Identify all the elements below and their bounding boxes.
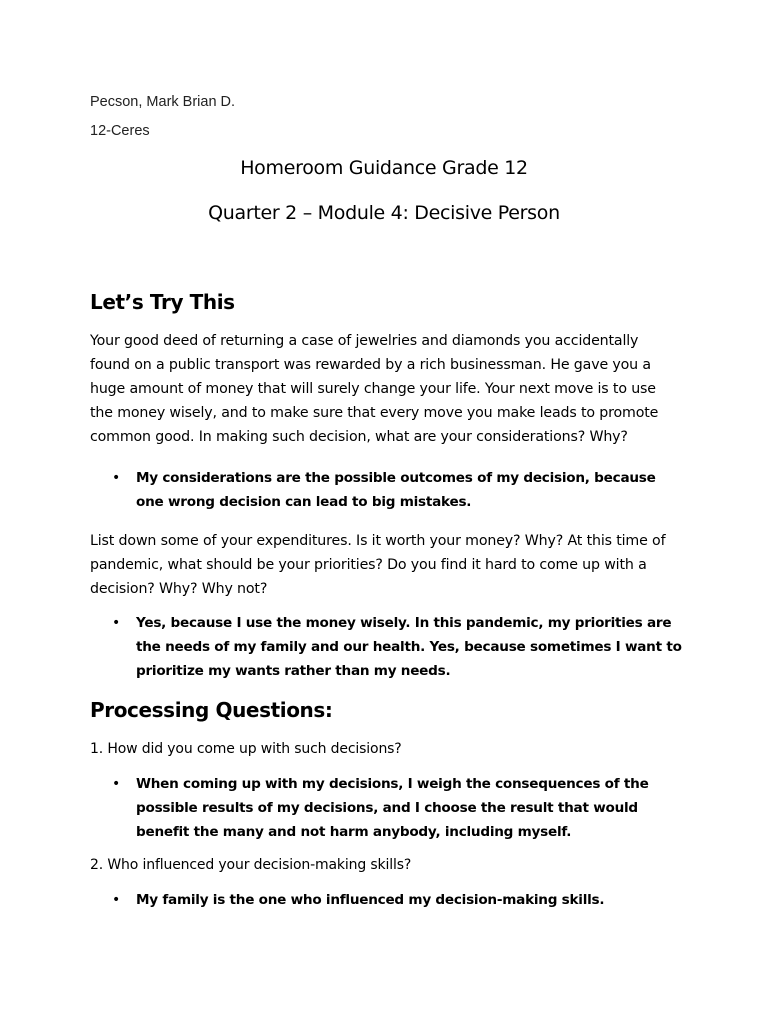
bullet-dot: • xyxy=(112,615,121,631)
answer-bullet-1 xyxy=(112,466,682,514)
question-1: 1. How did you come up with such decisions? xyxy=(90,741,402,757)
question-2: 2. Who influenced your decision-making skills? xyxy=(90,857,412,873)
course-title: Homeroom Guidance Grade 12 xyxy=(240,157,528,179)
prompt-paragraph-1: Your good deed of returning a case of jewelries and diamonds you accidentally found on a public transport was rewarded by a rich businessman. He gave you a huge amount of money that will surely change your life. Your next move is to use the money wisely, and to make sure that every move you make leads to promote common good. In making such decision, what are your considerations? Why? xyxy=(90,333,659,445)
bullet-dot: • xyxy=(112,892,121,908)
answer-bullet-3 xyxy=(112,772,682,844)
bullet-dot: • xyxy=(112,470,121,486)
answer-bullet-4 xyxy=(112,888,682,912)
student-section: 12-Ceres xyxy=(90,123,150,139)
lets-try-this-heading: Let’s Try This xyxy=(90,290,235,314)
answer-text-3: When coming up with my decisions, I weigh the consequences of the possible results of my decisions, and I choose the result that would benefit the many and not harm anybody, including myself. xyxy=(136,776,649,840)
answer-text-4: My family is the one who influenced my decision-making skills. xyxy=(136,892,605,908)
answer-bullet-2 xyxy=(112,611,682,683)
processing-questions-heading: Processing Questions: xyxy=(90,698,333,722)
student-name: Pecson, Mark Brian D. xyxy=(90,94,236,110)
answer-text-1: My considerations are the possible outcomes of my decision, because one wrong decision can lead to big mistakes. xyxy=(136,470,656,510)
answer-text-2: Yes, because I use the money wisely. In this pandemic, my priorities are the needs of my family and our health. Yes, because sometimes I want to prioritize my wants rather than my needs. xyxy=(136,615,682,679)
module-title: Quarter 2 – Module 4: Decisive Person xyxy=(208,202,560,224)
bullet-dot: • xyxy=(112,776,121,792)
prompt-paragraph-2: List down some of your expenditures. Is it worth your money? Why? At this time of pandemic, what should be your priorities? Do you find it hard to come up with a decision? Why? Why not? xyxy=(90,533,666,597)
